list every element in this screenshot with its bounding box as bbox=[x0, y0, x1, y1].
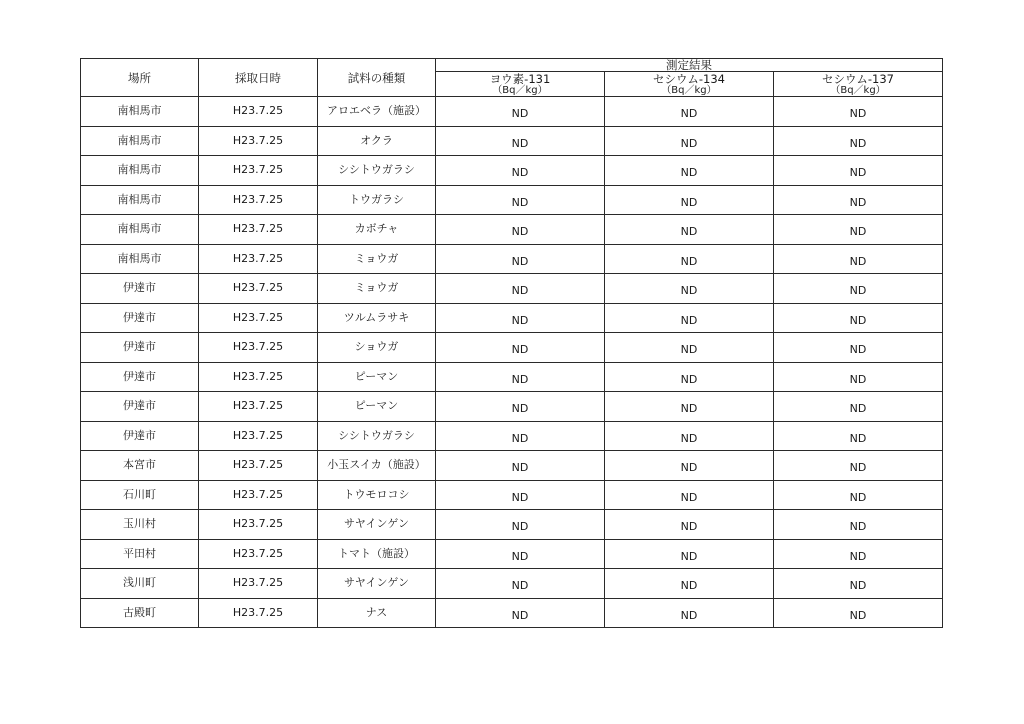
iodine-131-cell: ND bbox=[436, 510, 605, 540]
cesium-137-cell: ND bbox=[774, 510, 943, 540]
cesium-134-cell: ND bbox=[605, 362, 774, 392]
place-cell: 玉川村 bbox=[81, 510, 199, 540]
iodine-131-cell: ND bbox=[436, 185, 605, 215]
cesium-137-cell: ND bbox=[774, 126, 943, 156]
date-cell: H23.7.25 bbox=[199, 362, 318, 392]
cesium-137-cell: ND bbox=[774, 215, 943, 245]
header-iodine-131 bbox=[436, 72, 605, 97]
cesium-134-cell: ND bbox=[605, 392, 774, 422]
sample-cell: トマト（施設） bbox=[318, 539, 436, 569]
results-table bbox=[80, 58, 943, 628]
sample-cell: カボチャ bbox=[318, 215, 436, 245]
header-cesium-137 bbox=[774, 72, 943, 97]
sample-cell: 小玉スイカ（施設） bbox=[318, 451, 436, 481]
iodine-131-cell: ND bbox=[436, 215, 605, 245]
sample-cell: サヤインゲン bbox=[318, 569, 436, 599]
header-cesium-134 bbox=[605, 72, 774, 97]
cesium-134-cell: ND bbox=[605, 303, 774, 333]
cesium-137-cell: ND bbox=[774, 97, 943, 127]
place-cell: 南相馬市 bbox=[81, 215, 199, 245]
date-cell: H23.7.25 bbox=[199, 569, 318, 599]
cesium-134-cell: ND bbox=[605, 156, 774, 186]
cesium-134-cell: ND bbox=[605, 510, 774, 540]
cesium-134-cell: ND bbox=[605, 126, 774, 156]
date-cell: H23.7.25 bbox=[199, 480, 318, 510]
iodine-131-cell: ND bbox=[436, 97, 605, 127]
date-cell: H23.7.25 bbox=[199, 97, 318, 127]
sample-cell: トウガラシ bbox=[318, 185, 436, 215]
table-row bbox=[81, 126, 943, 156]
cesium-137-cell: ND bbox=[774, 303, 943, 333]
date-cell: H23.7.25 bbox=[199, 215, 318, 245]
table-row bbox=[81, 451, 943, 481]
date-cell: H23.7.25 bbox=[199, 156, 318, 186]
table-row bbox=[81, 303, 943, 333]
table-row bbox=[81, 215, 943, 245]
table-row bbox=[81, 392, 943, 422]
sample-cell: シシトウガラシ bbox=[318, 421, 436, 451]
sample-cell: ナス bbox=[318, 598, 436, 628]
table-row bbox=[81, 598, 943, 628]
table-row bbox=[81, 333, 943, 363]
header-cs134-label: セシウム-134 bbox=[653, 71, 725, 86]
cesium-137-cell: ND bbox=[774, 392, 943, 422]
table-row bbox=[81, 362, 943, 392]
place-cell: 伊達市 bbox=[81, 362, 199, 392]
cesium-134-cell: ND bbox=[605, 244, 774, 274]
cesium-134-cell: ND bbox=[605, 185, 774, 215]
sample-cell: オクラ bbox=[318, 126, 436, 156]
sample-cell: サヤインゲン bbox=[318, 510, 436, 540]
date-cell: H23.7.25 bbox=[199, 421, 318, 451]
cesium-134-cell: ND bbox=[605, 333, 774, 363]
iodine-131-cell: ND bbox=[436, 539, 605, 569]
sample-cell: ピーマン bbox=[318, 362, 436, 392]
sample-cell: トウモロコシ bbox=[318, 480, 436, 510]
header-iodine-label: ヨウ素-131 bbox=[489, 71, 551, 86]
place-cell: 伊達市 bbox=[81, 392, 199, 422]
table-row bbox=[81, 539, 943, 569]
place-cell: 浅川町 bbox=[81, 569, 199, 599]
iodine-131-cell: ND bbox=[436, 392, 605, 422]
place-cell: 本宮市 bbox=[81, 451, 199, 481]
date-cell: H23.7.25 bbox=[199, 303, 318, 333]
date-cell: H23.7.25 bbox=[199, 392, 318, 422]
cesium-134-cell: ND bbox=[605, 480, 774, 510]
cesium-137-cell: ND bbox=[774, 185, 943, 215]
unit-label: （Bq／kg） bbox=[492, 84, 548, 96]
sample-cell: シシトウガラシ bbox=[318, 156, 436, 186]
table-row bbox=[81, 480, 943, 510]
iodine-131-cell: ND bbox=[436, 244, 605, 274]
date-cell: H23.7.25 bbox=[199, 451, 318, 481]
place-cell: 南相馬市 bbox=[81, 244, 199, 274]
place-cell: 石川町 bbox=[81, 480, 199, 510]
sample-cell: ミョウガ bbox=[318, 274, 436, 304]
place-cell: 南相馬市 bbox=[81, 97, 199, 127]
date-cell: H23.7.25 bbox=[199, 598, 318, 628]
cesium-137-cell: ND bbox=[774, 598, 943, 628]
date-cell: H23.7.25 bbox=[199, 185, 318, 215]
sample-cell: ミョウガ bbox=[318, 244, 436, 274]
header-cs137-label: セシウム-137 bbox=[822, 71, 894, 86]
table-row bbox=[81, 97, 943, 127]
date-cell: H23.7.25 bbox=[199, 126, 318, 156]
cesium-137-cell: ND bbox=[774, 451, 943, 481]
cesium-137-cell: ND bbox=[774, 244, 943, 274]
place-cell: 伊達市 bbox=[81, 303, 199, 333]
iodine-131-cell: ND bbox=[436, 156, 605, 186]
iodine-131-cell: ND bbox=[436, 362, 605, 392]
iodine-131-cell: ND bbox=[436, 421, 605, 451]
cesium-137-cell: ND bbox=[774, 333, 943, 363]
iodine-131-cell: ND bbox=[436, 451, 605, 481]
table-body bbox=[81, 97, 943, 628]
place-cell: 南相馬市 bbox=[81, 156, 199, 186]
cesium-137-cell: ND bbox=[774, 156, 943, 186]
cesium-134-cell: ND bbox=[605, 274, 774, 304]
header-sample: 試料の種類 bbox=[318, 59, 436, 97]
unit-label: （Bq／kg） bbox=[830, 84, 886, 96]
iodine-131-cell: ND bbox=[436, 333, 605, 363]
cesium-134-cell: ND bbox=[605, 569, 774, 599]
table-row bbox=[81, 244, 943, 274]
date-cell: H23.7.25 bbox=[199, 510, 318, 540]
iodine-131-cell: ND bbox=[436, 303, 605, 333]
table-row bbox=[81, 274, 943, 304]
header-place: 場所 bbox=[81, 59, 199, 97]
cesium-134-cell: ND bbox=[605, 421, 774, 451]
iodine-131-cell: ND bbox=[436, 480, 605, 510]
date-cell: H23.7.25 bbox=[199, 539, 318, 569]
sample-cell: アロエベラ（施設） bbox=[318, 97, 436, 127]
sample-cell: ツルムラサキ bbox=[318, 303, 436, 333]
table-row bbox=[81, 421, 943, 451]
cesium-134-cell: ND bbox=[605, 97, 774, 127]
cesium-137-cell: ND bbox=[774, 274, 943, 304]
unit-label: （Bq／kg） bbox=[661, 84, 717, 96]
place-cell: 南相馬市 bbox=[81, 126, 199, 156]
iodine-131-cell: ND bbox=[436, 598, 605, 628]
iodine-131-cell: ND bbox=[436, 126, 605, 156]
cesium-137-cell: ND bbox=[774, 421, 943, 451]
date-cell: H23.7.25 bbox=[199, 333, 318, 363]
cesium-137-cell: ND bbox=[774, 480, 943, 510]
place-cell: 平田村 bbox=[81, 539, 199, 569]
table-row bbox=[81, 569, 943, 599]
iodine-131-cell: ND bbox=[436, 274, 605, 304]
cesium-137-cell: ND bbox=[774, 362, 943, 392]
iodine-131-cell: ND bbox=[436, 569, 605, 599]
table-header bbox=[81, 59, 943, 97]
header-date: 採取日時 bbox=[199, 59, 318, 97]
place-cell: 伊達市 bbox=[81, 333, 199, 363]
table-row bbox=[81, 510, 943, 540]
table-row bbox=[81, 185, 943, 215]
place-cell: 伊達市 bbox=[81, 421, 199, 451]
place-cell: 伊達市 bbox=[81, 274, 199, 304]
cesium-134-cell: ND bbox=[605, 215, 774, 245]
date-cell: H23.7.25 bbox=[199, 274, 318, 304]
sample-cell: ショウガ bbox=[318, 333, 436, 363]
cesium-134-cell: ND bbox=[605, 451, 774, 481]
place-cell: 古殿町 bbox=[81, 598, 199, 628]
date-cell: H23.7.25 bbox=[199, 244, 318, 274]
cesium-137-cell: ND bbox=[774, 569, 943, 599]
table-row bbox=[81, 156, 943, 186]
place-cell: 南相馬市 bbox=[81, 185, 199, 215]
cesium-134-cell: ND bbox=[605, 539, 774, 569]
cesium-134-cell: ND bbox=[605, 598, 774, 628]
cesium-137-cell: ND bbox=[774, 539, 943, 569]
header-result-group: 測定結果 bbox=[436, 59, 943, 72]
sample-cell: ピーマン bbox=[318, 392, 436, 422]
